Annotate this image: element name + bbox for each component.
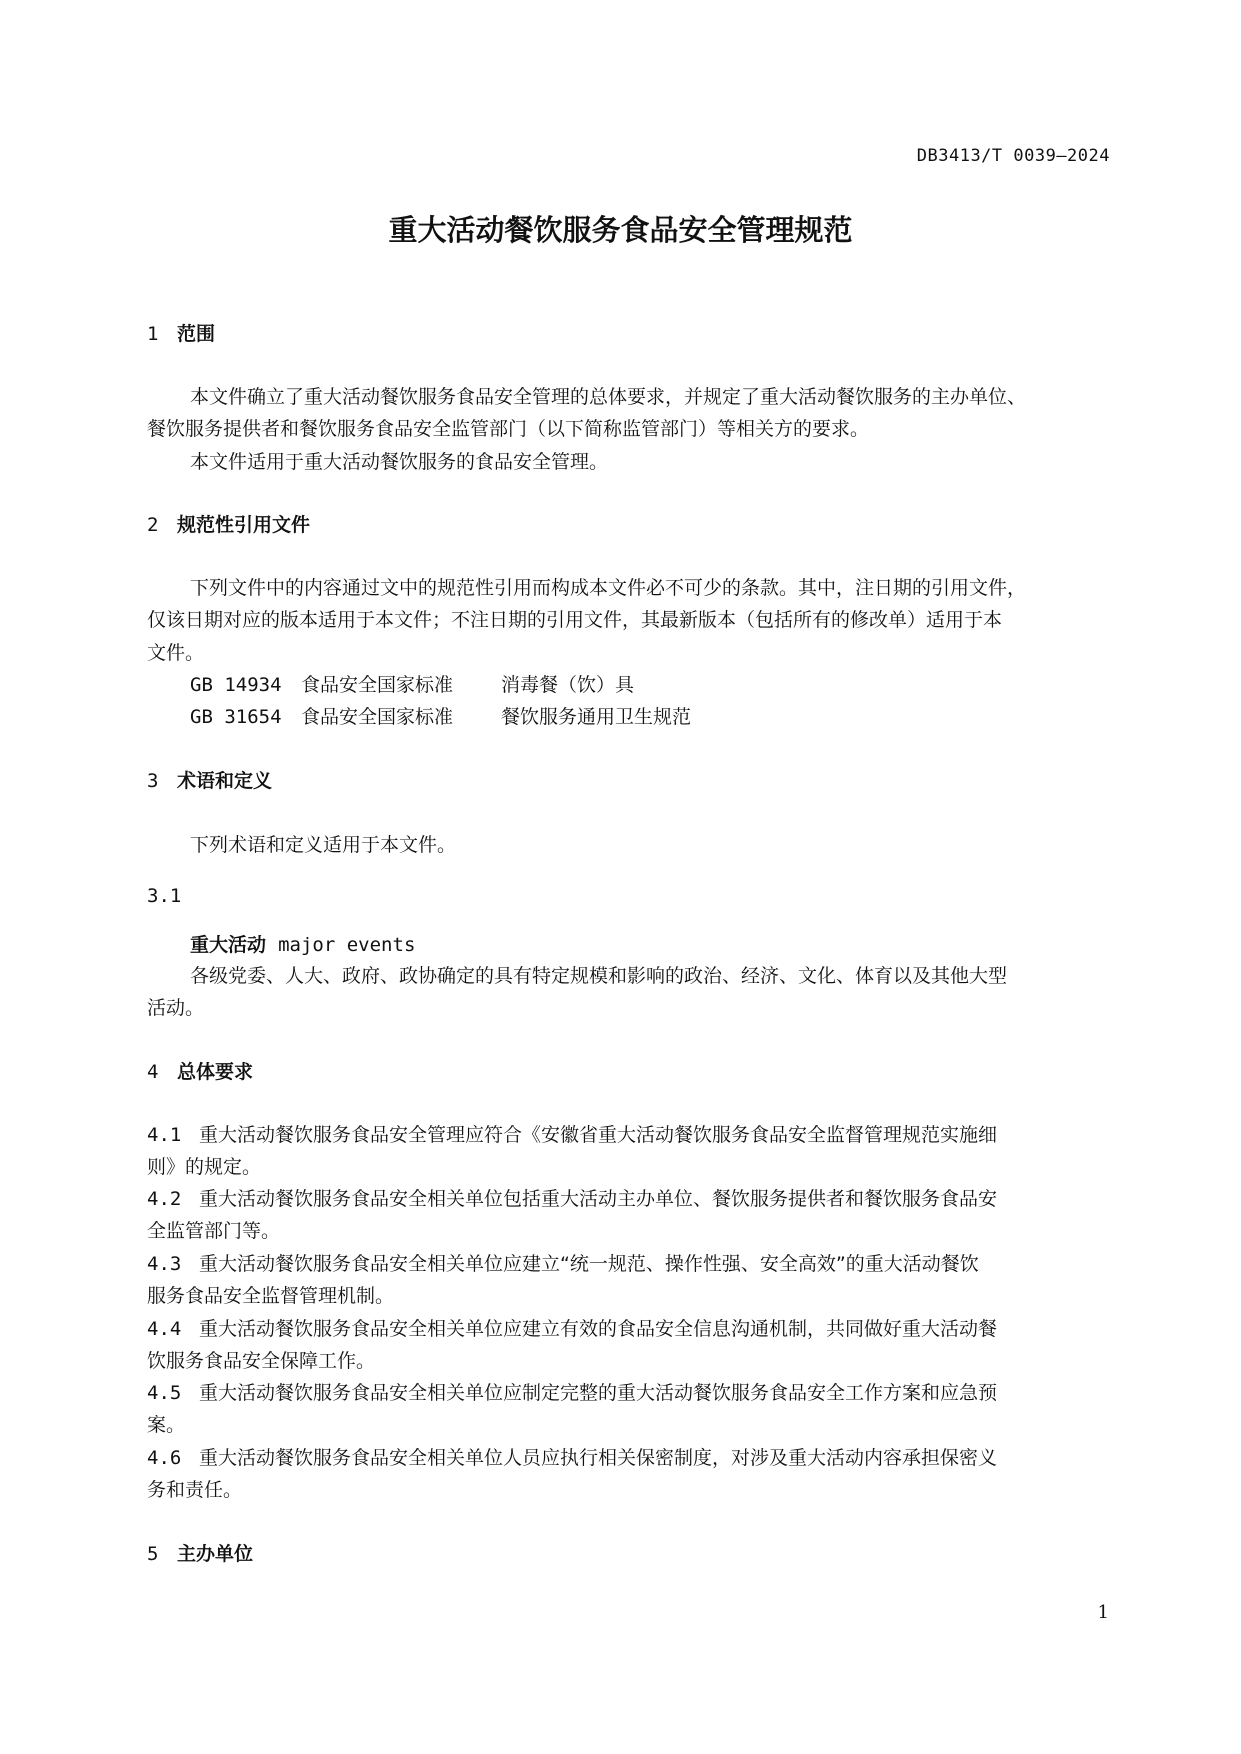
clause bbox=[147, 1122, 997, 1148]
paragraph-line: 本文件确立了重大活动餐饮服务食品安全管理的总体要求，并规定了重大活动餐饮服务的主办单位、 bbox=[190, 386, 1027, 408]
section-number: 4 bbox=[147, 1061, 159, 1083]
clause-continuation: 案。 bbox=[147, 1414, 186, 1436]
clause-number: 4.5 bbox=[147, 1382, 182, 1404]
reference-name: 食品安全国家标准 bbox=[301, 674, 454, 696]
term-english: major events bbox=[278, 934, 416, 956]
section-title: 范围 bbox=[177, 323, 216, 345]
section-number: 1 bbox=[147, 323, 159, 345]
section-number: 5 bbox=[147, 1543, 159, 1565]
clause-text: 重大活动餐饮服务食品安全相关单位应建立“统一规范、操作性强、安全高效”的重大活动餐饮 bbox=[199, 1253, 979, 1275]
paragraph-line: 文件。 bbox=[147, 642, 205, 664]
document-title: 重大活动餐饮服务食品安全管理规范 bbox=[388, 213, 853, 247]
paragraph-line: 本文件适用于重大活动餐饮服务的食品安全管理。 bbox=[190, 451, 609, 473]
term-entry bbox=[190, 932, 415, 958]
clause bbox=[147, 1445, 997, 1471]
clause bbox=[147, 1380, 997, 1406]
paragraph-line: 下列文件中的内容通过文中的规范性引用而构成本文件必不可少的条款。其中，注日期的引用文件， bbox=[190, 577, 1027, 599]
section-title: 规范性引用文件 bbox=[177, 514, 311, 536]
paragraph-line: 仅该日期对应的版本适用于本文件；不注日期的引用文件，其最新版本（包括所有的修改单）适用于本 bbox=[147, 609, 1003, 631]
clause-text: 重大活动餐饮服务食品安全相关单位人员应执行相关保密制度，对涉及重大活动内容承担保密义 bbox=[199, 1447, 998, 1469]
page-number: 1 bbox=[1097, 1602, 1109, 1623]
normative-reference bbox=[190, 672, 634, 698]
clause-continuation: 则》的规定。 bbox=[147, 1156, 262, 1178]
standard-number: DB3413/T 0039—2024 bbox=[916, 146, 1110, 166]
section-2-heading bbox=[147, 512, 310, 538]
clause-number: 4.1 bbox=[147, 1124, 182, 1146]
reference-subject: 餐饮服务通用卫生规范 bbox=[501, 706, 692, 728]
term-number: 3.1 bbox=[147, 885, 182, 907]
clause bbox=[147, 1251, 979, 1277]
reference-code: GB 14934 bbox=[190, 674, 282, 696]
clause-text: 重大活动餐饮服务食品安全相关单位应制定完整的重大活动餐饮服务食品安全工作方案和应急预 bbox=[199, 1382, 998, 1404]
section-1-heading bbox=[147, 321, 215, 347]
reference-subject: 消毒餐（饮）具 bbox=[501, 674, 635, 696]
clause-number: 4.6 bbox=[147, 1447, 182, 1469]
section-number: 3 bbox=[147, 770, 159, 792]
clause-continuation: 务和责任。 bbox=[147, 1479, 243, 1501]
clause-number: 4.3 bbox=[147, 1253, 182, 1275]
normative-reference bbox=[190, 704, 691, 730]
clause-text: 重大活动餐饮服务食品安全管理应符合《安徽省重大活动餐饮服务食品安全监督管理规范实施细 bbox=[199, 1124, 998, 1146]
reference-code: GB 31654 bbox=[190, 706, 282, 728]
section-5-heading bbox=[147, 1541, 253, 1567]
section-title: 主办单位 bbox=[177, 1543, 254, 1565]
clause bbox=[147, 1316, 997, 1342]
definition-line: 各级党委、人大、政府、政协确定的具有特定规模和影响的政治、经济、文化、体育以及其他大型 bbox=[190, 965, 1008, 987]
section-3-heading bbox=[147, 768, 272, 794]
clause-number: 4.4 bbox=[147, 1318, 182, 1340]
clause bbox=[147, 1186, 997, 1212]
paragraph-line: 下列术语和定义适用于本文件。 bbox=[190, 834, 457, 856]
section-title: 术语和定义 bbox=[177, 770, 273, 792]
clause-number: 4.2 bbox=[147, 1188, 182, 1210]
section-title: 总体要求 bbox=[177, 1061, 254, 1083]
clause-continuation: 全监管部门等。 bbox=[147, 1220, 281, 1242]
reference-name: 食品安全国家标准 bbox=[301, 706, 454, 728]
clause-continuation: 饮服务食品安全保障工作。 bbox=[147, 1350, 376, 1372]
section-number: 2 bbox=[147, 514, 159, 536]
term-chinese: 重大活动 bbox=[190, 934, 267, 956]
clause-text: 重大活动餐饮服务食品安全相关单位包括重大活动主办单位、餐饮服务提供者和餐饮服务食品安 bbox=[199, 1188, 998, 1210]
section-4-heading bbox=[147, 1059, 253, 1085]
paragraph-line: 餐饮服务提供者和餐饮服务食品安全监管部门（以下简称监管部门）等相关方的要求。 bbox=[147, 418, 870, 440]
clause-continuation: 服务食品安全监督管理机制。 bbox=[147, 1285, 395, 1307]
definition-line: 活动。 bbox=[147, 997, 205, 1019]
clause-text: 重大活动餐饮服务食品安全相关单位应建立有效的食品安全信息沟通机制，共同做好重大活动餐 bbox=[199, 1318, 998, 1340]
